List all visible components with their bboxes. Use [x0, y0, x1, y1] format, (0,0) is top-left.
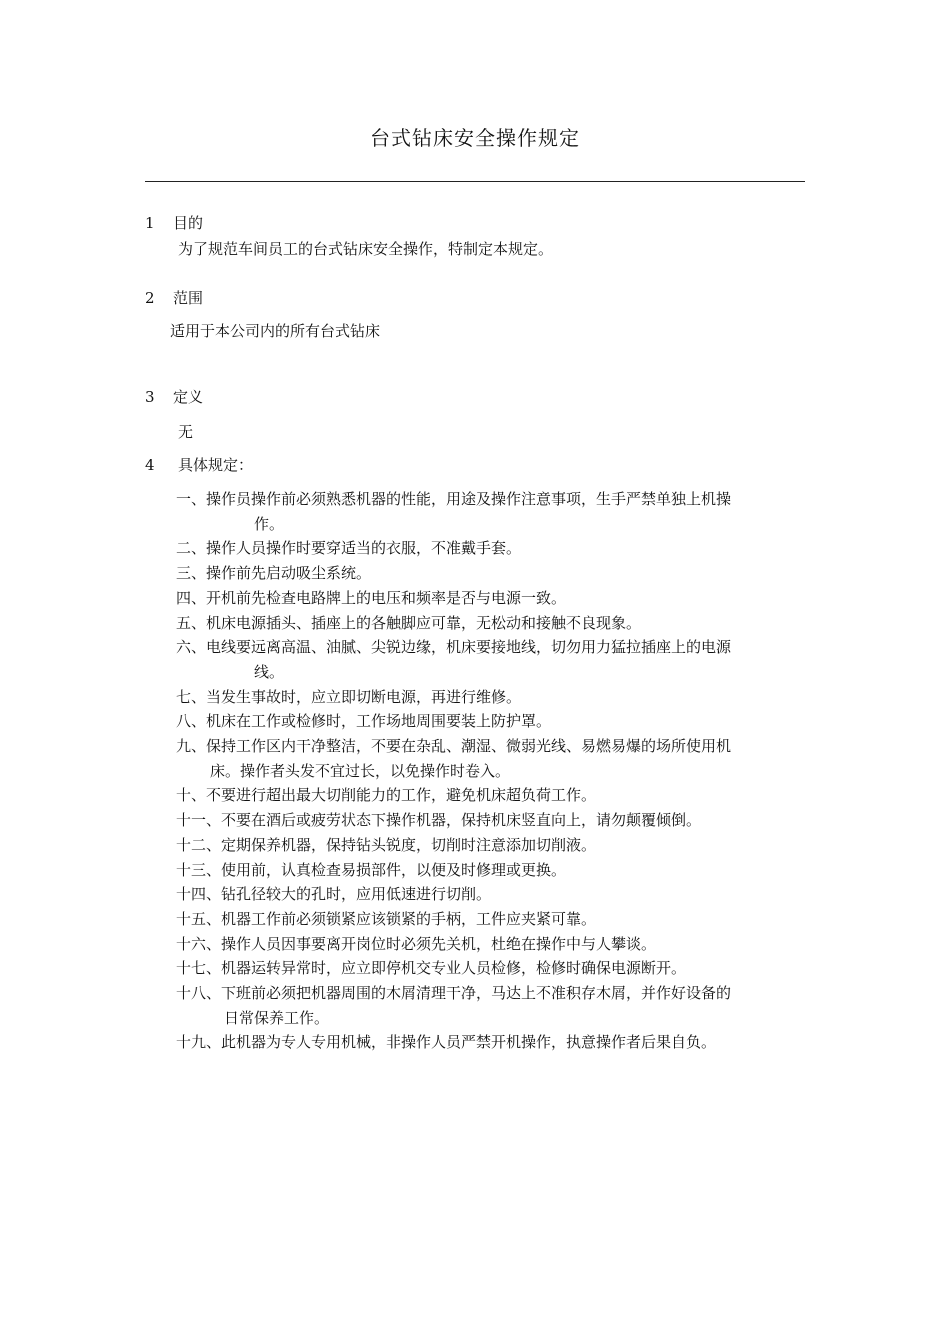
item-text: 操作人员操作时要穿适当的衣服，不准戴手套。	[206, 539, 522, 558]
list-item	[176, 487, 808, 536]
section-1-body: 为了规范车间员工的台式钻床安全操作，特制定本规定。	[178, 240, 554, 258]
item-text: 操作人员因事要离开岗位时必须先关机，杜绝在操作中与人攀谈。	[221, 934, 657, 953]
section-title: 具体规定：	[178, 456, 254, 474]
item-marker: 二、	[176, 539, 207, 558]
item-text: 操作员操作前必须熟悉机器的性能，用途及操作注意事项，生手严禁单独上机操	[206, 490, 732, 508]
section-number: 4	[145, 456, 155, 474]
item-text: 不要在酒后或疲劳状态下操作机器，保持机床竖直向上，请勿颠覆倾倒。	[221, 811, 702, 830]
item-marker: 十三、	[176, 860, 222, 879]
section-number: 2	[145, 289, 155, 307]
list-item	[176, 734, 808, 783]
item-text: 定期保养机器，保持钻头锐度，切削时注意添加切削液。	[221, 835, 597, 854]
item-text: 不要进行超出最大切削能力的工作，避免机床超负荷工作。	[206, 786, 597, 805]
list-item	[176, 709, 808, 734]
item-text: 钻孔径较大的孔时，应用低速进行切削。	[221, 885, 492, 904]
item-continuation: 线。	[254, 662, 285, 681]
section-3-heading	[145, 386, 203, 407]
item-marker: 一、	[176, 490, 207, 508]
section-number: 1	[145, 214, 155, 232]
item-continuation: 床。操作者头发不宜过长，以免操作时卷入。	[210, 761, 511, 780]
list-item	[176, 981, 808, 1030]
list-item	[176, 882, 808, 907]
item-continuation: 作。	[254, 514, 285, 533]
item-marker: 十八、	[176, 984, 222, 1003]
item-text: 当发生事故时，应立即切断电源，再进行维修。	[206, 687, 522, 706]
list-item	[176, 611, 808, 636]
document-title: 台式钻床安全操作规定	[370, 126, 580, 150]
section-1-heading	[145, 212, 203, 233]
list-item	[176, 907, 808, 932]
item-marker: 十六、	[176, 934, 222, 953]
item-continuation: 日常保养工作。	[224, 1008, 330, 1027]
item-text: 保持工作区内干净整洁，不要在杂乱、潮湿、微弱光线、易燃易爆的场所使用机	[206, 737, 732, 756]
list-item	[176, 1030, 808, 1055]
item-marker: 十一、	[176, 811, 222, 830]
section-title: 目的	[173, 214, 204, 232]
item-text: 此机器为专人专用机械，非操作人员严禁开机操作，执意操作者后果自负。	[221, 1033, 717, 1052]
list-item	[176, 858, 808, 883]
item-marker: 八、	[176, 712, 207, 731]
list-item	[176, 685, 808, 710]
section-title: 定义	[173, 388, 204, 406]
item-marker: 九、	[176, 737, 207, 756]
list-item	[176, 635, 808, 684]
item-text: 操作前先启动吸尘系统。	[206, 564, 372, 583]
rules-list	[176, 487, 808, 1055]
list-item	[176, 783, 808, 808]
list-item	[176, 833, 808, 858]
item-marker: 六、	[176, 638, 207, 657]
section-3-body: 无	[178, 423, 194, 441]
list-item	[176, 808, 808, 833]
item-marker: 十九、	[176, 1033, 222, 1052]
section-2-body: 适用于本公司内的所有台式钻床	[170, 322, 381, 340]
section-2-heading	[145, 287, 203, 308]
item-marker: 十、	[176, 786, 207, 805]
section-4-heading	[145, 454, 253, 475]
section-title: 范围	[173, 289, 204, 307]
section-number: 3	[145, 388, 155, 406]
title-divider	[145, 181, 805, 182]
item-text: 机床在工作或检修时，工作场地周围要装上防护罩。	[206, 712, 552, 731]
list-item	[176, 561, 808, 586]
item-text: 机床电源插头、插座上的各触脚应可靠，无松动和接触不良现象。	[206, 613, 642, 632]
item-marker: 三、	[176, 564, 207, 583]
item-text: 机器工作前必须锁紧应该锁紧的手柄，工件应夹紧可靠。	[221, 909, 597, 928]
item-marker: 五、	[176, 613, 207, 632]
item-text: 下班前必须把机器周围的木屑清理干净，马达上不准积存木屑，并作好设备的	[221, 984, 732, 1003]
list-item	[176, 586, 808, 611]
item-marker: 四、	[176, 588, 207, 607]
item-marker: 七、	[176, 687, 207, 706]
item-text: 使用前，认真检查易损部件，以便及时修理或更换。	[221, 860, 567, 879]
item-text: 开机前先检查电路牌上的电压和频率是否与电源一致。	[206, 588, 567, 607]
list-item	[176, 956, 808, 981]
item-text: 机器运转异常时，应立即停机交专业人员检修，检修时确保电源断开。	[221, 959, 687, 978]
item-marker: 十七、	[176, 959, 222, 978]
list-item	[176, 536, 808, 561]
item-text: 电线要远离高温、油腻、尖锐边缘，机床要接地线，切勿用力猛拉插座上的电源	[206, 638, 732, 657]
item-marker: 十二、	[176, 835, 222, 854]
item-marker: 十五、	[176, 909, 222, 928]
item-marker: 十四、	[176, 885, 222, 904]
list-item	[176, 932, 808, 957]
